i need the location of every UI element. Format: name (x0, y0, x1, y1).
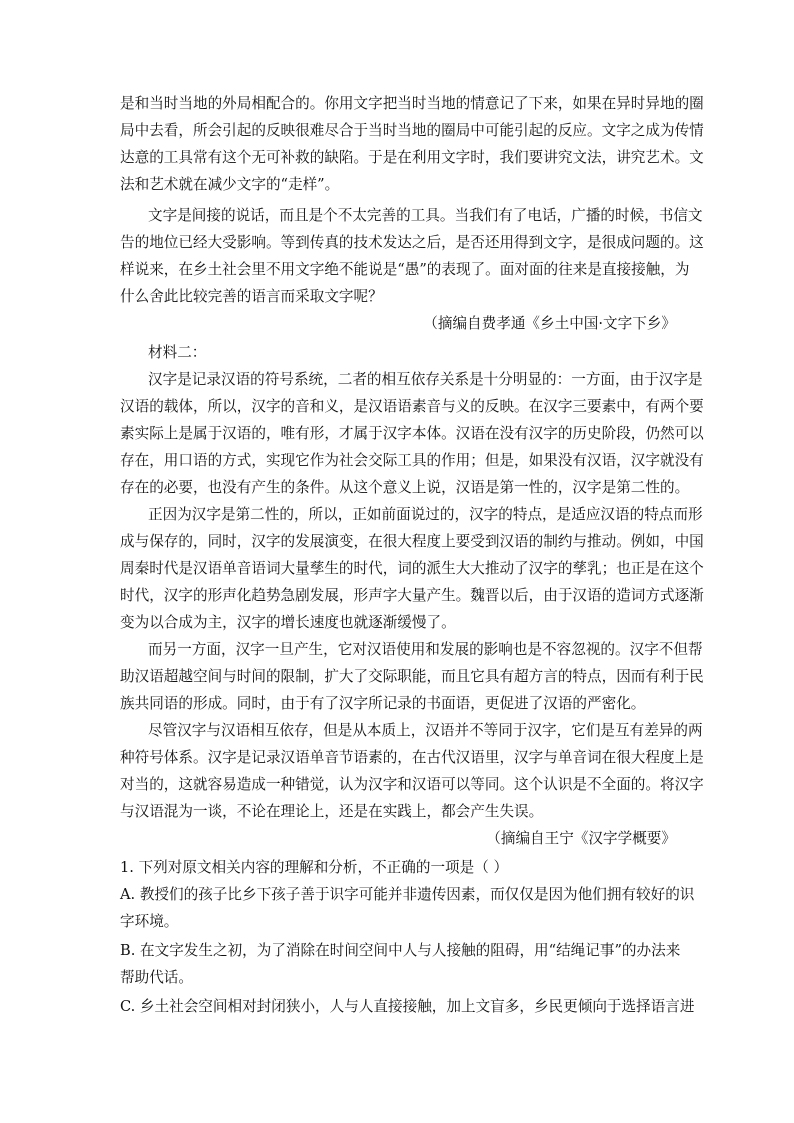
paragraph-line: 是和当时当地的外局相配合的。你用文字把当时当地的情意记了下来，如果在异时异地的圈 (120, 95, 704, 112)
paragraph-line: 而另一方面，汉字一旦产生，它对汉语使用和发展的影响也是不容忽视的。汉字不但帮 (148, 641, 703, 658)
option-a-continued: 字环境。 (120, 913, 179, 930)
paragraph-line: 存在，用口语的方式，实现它作为社会交际工具的作用；但是，如果没有汉语，汉字就没有 (120, 452, 704, 469)
paragraph-line: 种符号体系。汉字是记录汉语单音节语素的，在古代汉语里，汉字与单音词在很大程度上是 (120, 749, 704, 766)
paragraph-line: 样说来，在乡土社会里不用文字绝不能说是“愚”的表现了。面对面的往来是直接接触，为 (120, 261, 690, 278)
paragraph-line: 告的地位已经大受影响。等到传真的技术发达之后，是否还用得到文字，是很成问题的。这 (120, 234, 704, 251)
material-label: 材料二： (148, 344, 207, 361)
paragraph-line: 正因为汉字是第二性的，所以，正如前面说过的，汉字的特点，是适应汉语的特点而形 (148, 506, 703, 523)
paragraph-line: 变为以合成为主，汉字的增长速度也就逐渐缓慢了。 (120, 614, 456, 631)
paragraph-line: 族共同语的形成。同时，由于有了汉字所记录的书面语，更促进了汉语的严密化。 (120, 695, 646, 712)
paragraph-line: 助汉语超越空间与时间的限制，扩大了交际职能，而且它具有超方言的特点，因而有利于民 (120, 668, 704, 685)
paragraph-line: 汉语的载体，所以，汉字的音和义，是汉语语素音与义的反映。在汉字三要素中，有两个要 (120, 398, 704, 415)
paragraph-line: 时代，汉字的形声化趋势急剧发展，形声字大量产生。魏晋以后，由于汉语的造词方式逐渐 (120, 587, 704, 604)
paragraph-line: 尽管汉字与汉语相互依存，但是从本质上，汉语并不等同于汉字，它们是互有差异的两 (148, 722, 703, 739)
option-b: B. 在文字发生之初，为了消除在时间空间中人与人接触的阻碍，用“结绳记事”的办法来 (120, 942, 681, 959)
paragraph-line: 周秦时代是汉语单音语词大量孳生的时代，词的派生大大推动了汉字的孳乳；也正是在这个 (120, 560, 704, 577)
source-citation: （摘编自王宁《汉字学概要》 (486, 830, 676, 847)
paragraph-line: 汉字是记录汉语的符号系统，二者的相互依存关系是十分明显的：一方面，由于汉字是 (148, 371, 703, 388)
paragraph-line: 法和艺术就在减少文字的“走样”。 (120, 176, 340, 193)
option-b-continued: 帮助代话。 (120, 969, 193, 986)
paragraph-line: 什么舍此比较完善的语言而采取文字呢？ (120, 288, 383, 305)
paragraph-line: 素实际上是属于汉语的，唯有形，才属于汉字本体。汉语在没有汉字的历史阶段，仍然可以 (120, 425, 704, 442)
paragraph-line: 成与保存的，同时，汉字的发展演变，在很大程度上要受到汉语的制约与推动。例如，中国 (120, 533, 704, 550)
paragraph-line: 与汉语混为一谈，不论在理论上，还是在实践上，都会产生失误。 (120, 803, 544, 820)
option-c: C. 乡土社会空间相对封闭狭小，人与人直接接触，加上文盲多，乡民更倾向于选择语言进 (120, 998, 695, 1015)
paragraph-line: 对当的，这就容易造成一种错觉，认为汉字和汉语可以等同。这个认识是不全面的。将汉字 (120, 776, 704, 793)
paragraph-line: 达意的工具常有这个无可补救的缺陷。于是在利用文字时，我们要讲究文法，讲究艺术。文 (120, 149, 704, 166)
paragraph-line: 存在的必要，也没有产生的条件。从这个意义上说，汉语是第一性的，汉字是第二性的。 (120, 479, 690, 496)
source-citation: （摘编自费孝通《乡土中国·文字下乡》 (423, 315, 676, 332)
paragraph-line: 文字是间接的说话，而且是个不太完善的工具。当我们有了电话，广播的时候，书信文 (148, 207, 703, 224)
option-a: A. 教授们的孩子比乡下孩子善于识字可能并非遗传因素，而仅仅是因为他们拥有较好的识 (120, 886, 695, 903)
paragraph-line: 局中去看，所会引起的反映很难尽合于当时当地的圈局中可能引起的反应。文字之成为传情 (120, 122, 704, 139)
question-stem: 1. 下列对原文相关内容的理解和分析，不正确的一项是（ ） (120, 859, 509, 876)
